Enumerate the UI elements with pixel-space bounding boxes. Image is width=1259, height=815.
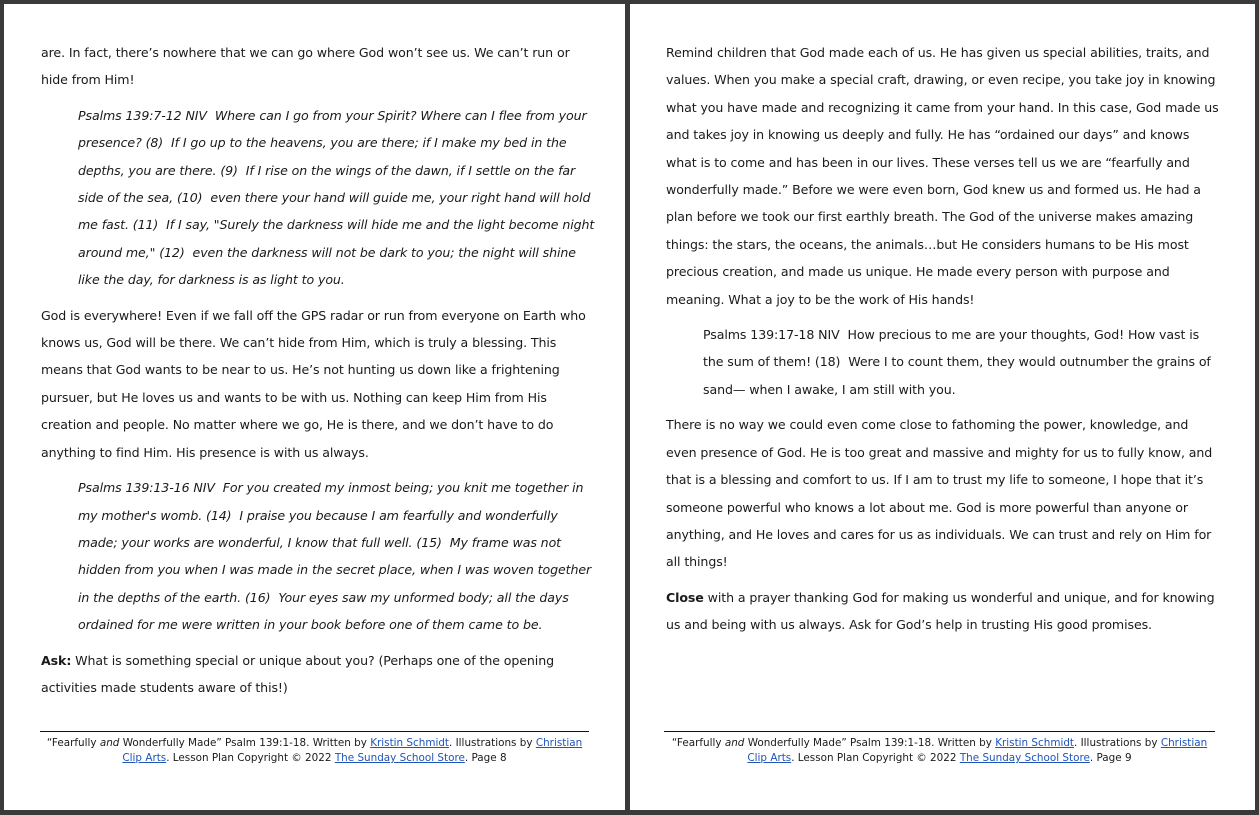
footer-text: . Lesson Plan Copyright © 2022 xyxy=(166,752,335,764)
scripture-reference: Psalms 139:7-12 NIV xyxy=(78,107,207,123)
scripture-quote-139-7-12 xyxy=(78,102,595,294)
verse-number: (18) xyxy=(814,354,841,370)
verse-number: (11) xyxy=(132,217,159,233)
page-8 xyxy=(4,4,625,810)
page-number: . Page 9 xyxy=(1089,752,1132,764)
page-8-content xyxy=(41,39,595,709)
footer-text: . Illustrations by xyxy=(1074,737,1161,749)
verse-text: If I say, "Surely the darkness will hide me and the light become night around me," xyxy=(78,217,595,260)
close-label: Close xyxy=(666,589,704,605)
ask-paragraph xyxy=(41,647,595,702)
ask-label: Ask: xyxy=(41,652,72,668)
paragraph-remind: Remind children that God made each of us. He has given us special abilities, traits, and values. When you make a special craft, drawing, or even recipe, you take joy in knowing what you have made and recognizing it came from your hand. In this case, God made us and takes joy in knowing us deeply and fully. He has “ordained our days” and knows what is to come and has been in our lives. These verses tell us we are “fearfully and wonderfully made.” Before we were even born, God knew us and formed us. He had a plan before we took our first earthly breath. The God of the universe makes amazing things: the stars, the oceans, the animals…but He considers humans to be His most precious creation, and made us unique. He made every person with purpose and meaning. What a joy to be the work of His hands! xyxy=(666,45,1219,307)
verse-number: (8) xyxy=(145,135,164,151)
verse-number: (15) xyxy=(416,534,442,550)
illustrator-link[interactable]: Christian Clip Arts xyxy=(122,737,583,764)
page-number: . Page 8 xyxy=(464,752,507,764)
footer-text: Wonderfully Made” Psalm 139:1-18. Written by xyxy=(744,737,996,749)
page-9-content xyxy=(666,39,1219,647)
author-link[interactable]: Kristin Schmidt xyxy=(995,737,1074,749)
verse-text: I praise you because I am fearfully and wonderfully made; your works are wonderful, I know that full well. xyxy=(78,507,558,550)
footer-text: Wonderfully Made” Psalm 139:1-18. Written by xyxy=(119,737,371,749)
close-paragraph xyxy=(666,584,1219,639)
paragraph-continue: are. In fact, there’s nowhere that we can go where God won’t see us. We can’t run or hide from Him! xyxy=(41,45,570,88)
verse-number: (12) xyxy=(159,244,185,260)
footer-text: . Lesson Plan Copyright © 2022 xyxy=(791,752,960,764)
close-text: with a prayer thanking God for making us wonderful and unique, and for knowing us and being with us always. Ask for God’s help in trusting His good promises. xyxy=(666,589,1215,633)
scripture-reference: Psalms 139:13-16 NIV xyxy=(78,480,215,496)
verse-text: How precious to me are your thoughts, God! How vast is the sum of them! xyxy=(703,327,1200,370)
footer-text: “Fearfully xyxy=(671,737,725,749)
author-link[interactable]: Kristin Schmidt xyxy=(370,737,449,749)
verse-text: even there your hand will guide me, your right hand will hold me fast. xyxy=(78,190,591,233)
verse-text: Were I to count them, they would outnumber the grains of sand— when I awake, I am still with you. xyxy=(703,354,1211,397)
verse-text: Where can I go from your Spirit? Where can I flee from your presence? xyxy=(78,107,587,151)
verse-text: even the darkness will not be dark to you; the night will shine like the day, for darkness is as light to you. xyxy=(78,244,576,288)
page-footer xyxy=(40,731,589,766)
scripture-reference: Psalms 139:17-18 NIV xyxy=(703,327,840,343)
store-link[interactable]: The Sunday School Store xyxy=(959,752,1090,764)
verse-number: (16) xyxy=(244,589,271,605)
verse-text: My frame was not hidden from you when I was made in the secret place, when I was woven together in the depths of the earth. xyxy=(78,534,592,605)
paragraph-noway: There is no way we could even come close to fathoming the power, knowledge, and even presence of God. He is too great and massive and mighty for us to fully know, and that is a blessing and comfort to us. If I am to trust my life to someone, I hope that it’s someone powerful who knows a lot about me. God is more powerful than anyone or anything, and He loves and cares for us as individuals. We can trust and rely on Him for all things! xyxy=(666,417,1213,570)
verse-number: (14) xyxy=(206,507,232,523)
verse-text: For you created my inmost being; you knit me together in my mother's womb. xyxy=(78,480,584,523)
scripture-quote-139-13-16 xyxy=(78,474,595,638)
verse-number: (10) xyxy=(176,190,203,206)
footer-text: and xyxy=(99,737,120,749)
footer-text: and xyxy=(724,737,745,749)
verse-text: Your eyes saw my unformed body; all the days ordained for me were written in your book before one of them came to be. xyxy=(78,589,569,633)
footer-text: “Fearfully xyxy=(46,737,100,749)
ask-text: What is something special or unique about you? (Perhaps one of the opening activities made students aware of this!) xyxy=(41,652,554,695)
paragraph-everywhere: God is everywhere! Even if we fall off the GPS radar or run from everyone on Earth who knows us, God will be there. We can’t hide from Him, which is truly a blessing. This means that God wants to be near to us. He’s not hunting us down like a frightening pursuer, but He loves us and wants to be with us. Nothing can keep Him from His creation and people. No matter where we go, He is there, and we don’t have to do anything to find Him. His presence is with us always. xyxy=(41,307,586,460)
illustrator-link[interactable]: Christian Clip Arts xyxy=(747,737,1208,764)
store-link[interactable]: The Sunday School Store xyxy=(334,752,465,764)
verse-text: If I go up to the heavens, you are there; if I make my bed in the depths, you are there. xyxy=(78,135,567,178)
footer-text: . Illustrations by xyxy=(449,737,536,749)
verse-number: (9) xyxy=(220,162,238,178)
page-9 xyxy=(630,4,1255,810)
scripture-quote-139-17-18 xyxy=(703,321,1219,403)
page-footer xyxy=(664,731,1215,766)
verse-text: If I rise on the wings of the dawn, if I settle on the far side of the sea, xyxy=(78,162,576,206)
